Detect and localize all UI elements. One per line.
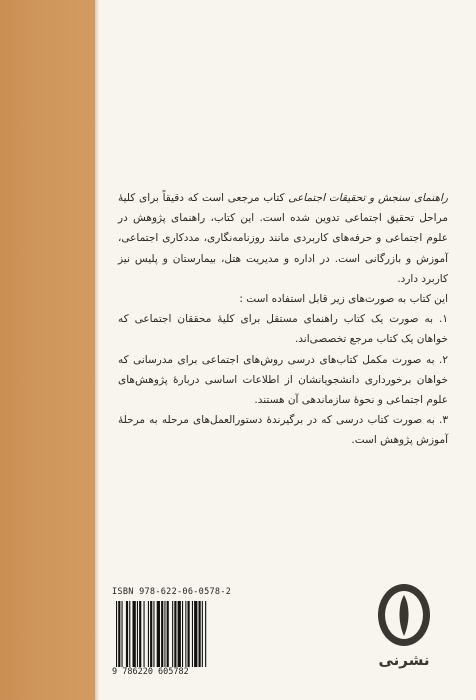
- blurb-item-3: ۳. به صورت کتاب درسی که در برگیرندهٔ دستورالعمل‌های مرحله به مرحلهٔ آموزش پژوهش است.: [118, 414, 448, 447]
- blurb-item-2: ۲. به صورت مکمل کتاب‌های درسی روش‌های اجتماعی برای مدرسانی که خواهان برخورداری دانشجویانشان از اطلاعات اساسی دربارهٔ پژوهش‌های علوم اجتماعی و نحوهٔ سازماندهی آن هستند.: [118, 353, 448, 407]
- spine-color-strip: [0, 0, 95, 700]
- barcode-icon: [114, 601, 260, 667]
- publisher-seed-icon: [372, 579, 436, 649]
- blurb-intro-rest: کتاب مرجعی است که دقیقاً برای کلیهٔ مراحل تحقیق اجتماعی تدوین شده است. این کتاب، راهنمای پژوهش در علوم اجتماعی و حرفه‌های کاربردی مانند روزنامه‌نگاری، مددکاری اجتماعی، آموزش و بازرگانی است. در اداره و مدیریت هتل، بیمارستان و پلیس نیز کاربرد دارد.: [118, 192, 448, 285]
- blurb-text: [118, 188, 448, 451]
- ean-digits: 9 786220 605782: [112, 667, 189, 677]
- isbn-barcode: [112, 587, 262, 683]
- blurb-intro: [118, 188, 448, 289]
- book-title: راهنمای سنجش و تحقیقات اجتماعی: [288, 192, 448, 204]
- blurb-lead: این کتاب به صورت‌های زیر قابل استفاده است :: [239, 293, 448, 306]
- publisher-name: نشرنی: [378, 651, 430, 669]
- isbn-label: ISBN 978-622-06-0578-2: [112, 587, 232, 597]
- blurb-item-1: ۱. به صورت یک کتاب راهنمای مستقل برای کلیهٔ محققان اجتماعی که خواهان یک کتاب مرجع تخصصی‌اند.: [118, 313, 448, 346]
- publisher-logo: [372, 579, 436, 679]
